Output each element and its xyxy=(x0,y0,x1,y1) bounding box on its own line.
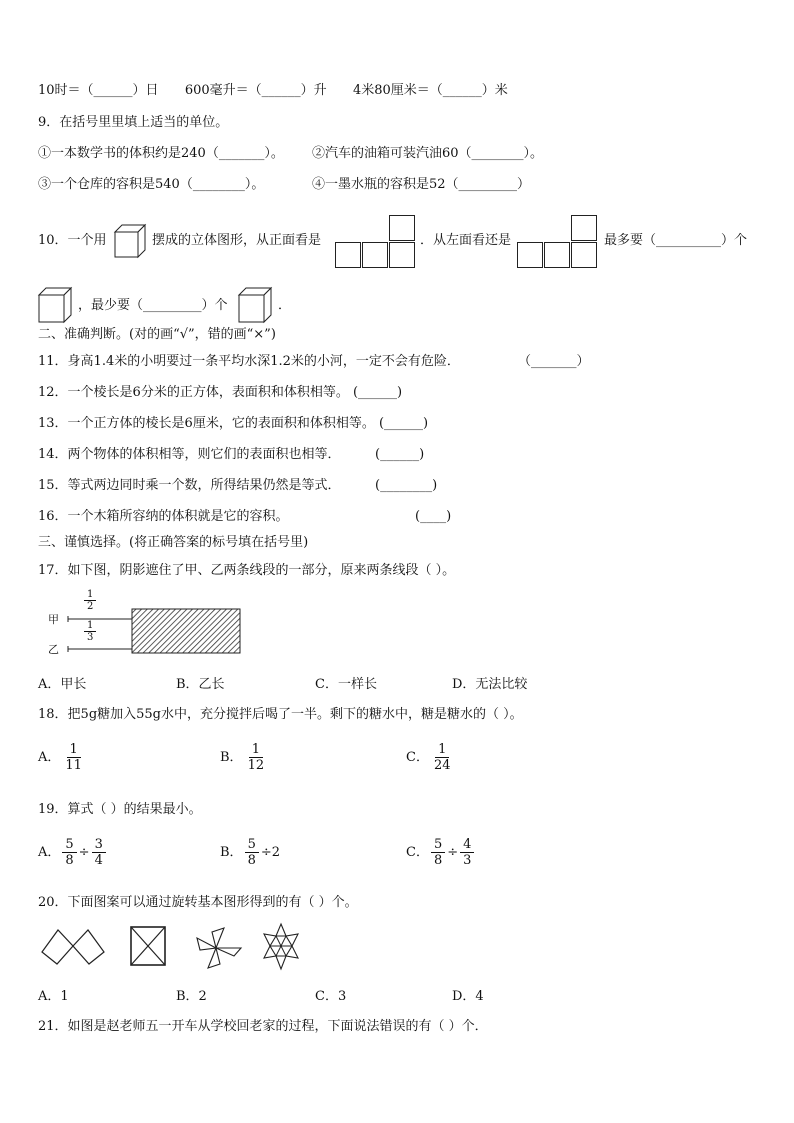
left-view-cell xyxy=(544,242,570,268)
cube-icon xyxy=(236,285,274,325)
q9-item-c: ③一个仓库的容积是540（________）。 xyxy=(38,177,265,192)
q20-option-b[interactable]: B．2 xyxy=(176,989,207,1004)
section-2-heading: 二、准确判断。(对的画“√”，错的画“×”) xyxy=(38,327,276,342)
q9-item-a: ①一本数学书的体积约是240（_______）。 xyxy=(38,146,284,161)
front-view-cell xyxy=(362,242,388,268)
option-label: A． xyxy=(38,845,61,860)
judge-paren[interactable]: (______) xyxy=(352,385,403,400)
q8-part1: 10时＝（ xyxy=(38,83,94,98)
q19-option-b[interactable] xyxy=(220,837,280,868)
q17-fraction-jia: $\frac{1}{2}$ xyxy=(84,589,96,612)
front-view-cell xyxy=(389,242,415,268)
front-view-figure xyxy=(335,214,417,270)
fraction: $\frac{5}{8}$ xyxy=(62,837,76,868)
q10-text-4: 最多要（__________）个 xyxy=(604,233,748,248)
option-label: A． xyxy=(38,750,61,765)
judge-text: 15．等式两边同时乘一个数，所得结果仍然是等式． xyxy=(38,478,341,493)
q8-unit3: ）米 xyxy=(481,83,508,98)
judge-item-16 xyxy=(38,508,289,526)
q18-stem: 18．把5g糖加入55g水中，充分搅拌后喝了一半。剩下的糖水中，糖是糖水的（ ）。 xyxy=(38,707,523,722)
q18-option-a[interactable] xyxy=(38,742,87,773)
q17-label-yi: 乙 xyxy=(48,643,59,656)
q10-text-1: 10．一个用 xyxy=(38,233,107,248)
q20-option-d[interactable]: D．4 xyxy=(452,989,484,1004)
pattern-pinwheel xyxy=(194,924,244,970)
operator: ÷ xyxy=(78,845,90,860)
operator: ÷2 xyxy=(260,845,281,860)
q8-blank3[interactable]: ______ xyxy=(442,83,482,98)
section-3-heading: 三、谨慎选择。(将正确答案的标号填在括号里) xyxy=(38,535,309,550)
cube-icon xyxy=(36,285,74,325)
q8-line xyxy=(38,82,508,100)
judge-item-12 xyxy=(38,384,402,402)
judge-item-14 xyxy=(38,446,341,464)
q17-option-c[interactable]: C．一样长 xyxy=(315,677,377,692)
front-view-cell xyxy=(389,215,415,241)
fraction: $\frac{1}{24}$ xyxy=(433,742,451,773)
fraction: $\frac{5}{8}$ xyxy=(245,837,259,868)
judge-paren-16[interactable]: (____) xyxy=(415,509,452,524)
judge-paren-14[interactable]: (______) xyxy=(375,447,425,462)
fraction: $\frac{3}{4}$ xyxy=(92,837,106,868)
q10-text-3: ．从左面看还是 xyxy=(420,233,512,248)
q17-stem: 17．如下图，阴影遮住了甲、乙两条线段的一部分，原来两条线段（ ）。 xyxy=(38,563,456,578)
q8-blank2[interactable]: ______ xyxy=(261,83,301,98)
judge-text: 11．身高1.4米的小明要过一条平均水深1.2米的小河，一定不会有危险． xyxy=(38,354,460,369)
q10-text-5: ，最少要（_________）个 xyxy=(78,298,228,313)
q20-option-c[interactable]: C．3 xyxy=(315,989,347,1004)
judge-paren[interactable]: (______) xyxy=(378,416,429,431)
judge-text: 13．一个正方体的棱长是6厘米，它的表面积和体积相等。 xyxy=(38,416,375,431)
q8-part3: 4米80厘米＝（ xyxy=(352,83,443,98)
operator: ÷ xyxy=(447,845,459,860)
judge-item-13 xyxy=(38,415,428,433)
judge-text: 16．一个木箱所容纳的体积就是它的容积。 xyxy=(38,509,289,524)
option-label: C． xyxy=(406,750,429,765)
front-view-cell xyxy=(335,242,361,268)
q20-stem: 20．下面图案可以通过旋转基本图形得到的有（ ）个。 xyxy=(38,895,358,910)
option-label: B． xyxy=(220,845,243,860)
judge-paren-11[interactable]: （_______） xyxy=(518,354,590,369)
fraction: $\frac{4}{3}$ xyxy=(460,837,474,868)
q17-option-a[interactable]: A．甲长 xyxy=(38,677,87,692)
left-view-cell xyxy=(571,242,597,268)
q19-option-a[interactable] xyxy=(38,837,108,868)
fraction: $\frac{5}{8}$ xyxy=(431,837,445,868)
pattern-star xyxy=(258,922,304,972)
q8-part2: 600毫升＝（ xyxy=(184,83,262,98)
q17-fraction-yi: $\frac{1}{3}$ xyxy=(84,620,96,643)
q10-text-2: 摆成的立体图形，从正面看是 xyxy=(152,233,322,248)
q10-text-6: ． xyxy=(278,298,292,313)
judge-text: 12．一个棱长是6分米的正方体，表面积和体积相等。 xyxy=(38,385,349,400)
q9-title: 9．在括号里里填上适当的单位。 xyxy=(38,115,229,130)
option-label: B． xyxy=(220,750,243,765)
q21-stem: 21．如图是赵老师五一开车从学校回老家的过程，下面说法错误的有（ ）个． xyxy=(38,1019,488,1034)
q18-option-c[interactable] xyxy=(406,742,456,773)
q8-unit1: ）日 xyxy=(132,83,159,98)
q20-option-a[interactable]: A．1 xyxy=(38,989,69,1004)
pattern-square-cross xyxy=(128,924,168,968)
judge-text: 14．两个物体的体积相等，则它们的表面积也相等． xyxy=(38,447,341,462)
option-label: C． xyxy=(406,845,429,860)
q9-item-b: ②汽车的油箱可装汽油60（________）。 xyxy=(312,146,544,161)
q19-option-c[interactable] xyxy=(406,837,476,868)
q9-item-d: ④一墨水瓶的容积是52（_________） xyxy=(312,177,531,192)
q17-figure xyxy=(44,589,244,657)
cube-icon xyxy=(112,222,148,260)
q17-option-b[interactable]: B．乙长 xyxy=(176,677,225,692)
judge-item-15 xyxy=(38,477,341,495)
fraction: $\frac{1}{12}$ xyxy=(247,742,265,773)
left-view-figure xyxy=(517,214,599,270)
pattern-folded-squares xyxy=(40,924,106,968)
q19-stem: 19．算式（ ）的结果最小。 xyxy=(38,802,202,817)
judge-paren-15[interactable]: (________) xyxy=(375,478,438,493)
q8-unit2: ）升 xyxy=(300,83,327,98)
judge-item-11 xyxy=(38,353,460,371)
q17-label-jia: 甲 xyxy=(48,613,59,626)
q18-option-b[interactable] xyxy=(220,742,269,773)
q17-option-d[interactable]: D．无法比较 xyxy=(452,677,528,692)
left-view-cell xyxy=(571,215,597,241)
q8-blank1[interactable]: ______ xyxy=(93,83,133,98)
fraction: $\frac{1}{11}$ xyxy=(65,742,82,773)
left-view-cell xyxy=(517,242,543,268)
